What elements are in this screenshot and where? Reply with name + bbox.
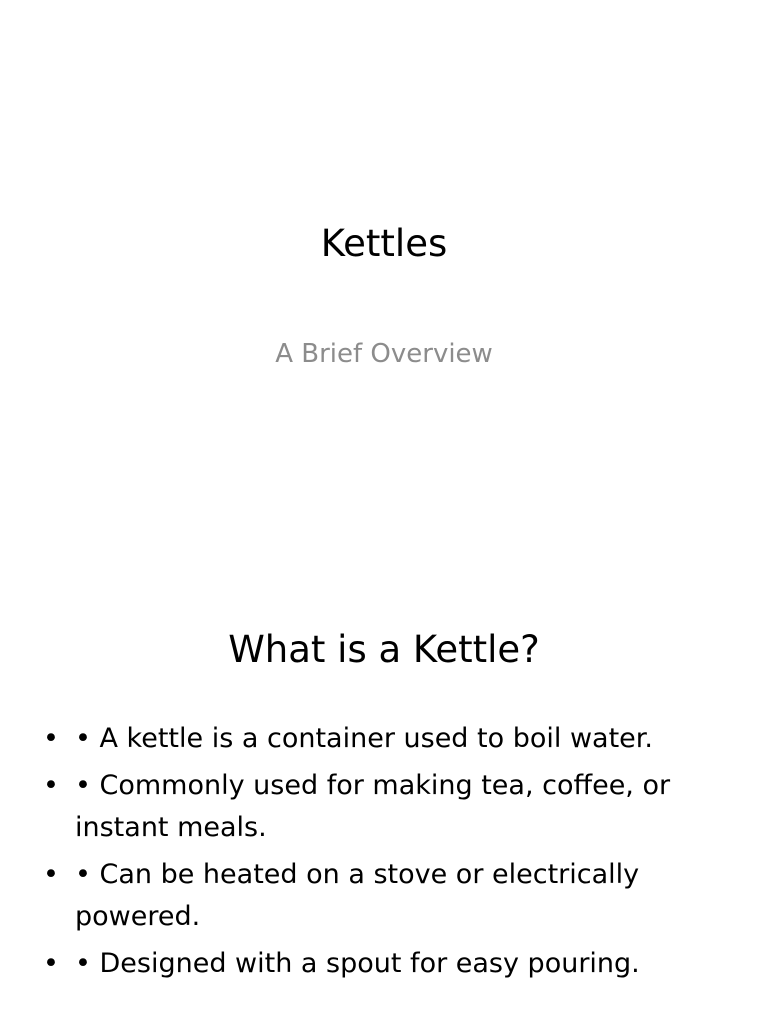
slide-title: What is a Kettle? <box>228 628 540 671</box>
bullet-text: • A kettle is a container used to boil water. <box>75 723 653 754</box>
bullet-icon: • <box>43 859 59 890</box>
bullet-list <box>0 718 768 990</box>
bullet-icon: • <box>43 770 59 801</box>
list-item <box>0 854 768 938</box>
bullet-text: • Can be heated on a stove or electrically powered. <box>75 859 640 932</box>
slide-title: Kettles <box>320 222 448 265</box>
list-item <box>0 943 768 985</box>
slide-subtitle: A Brief Overview <box>275 339 493 369</box>
bullet-text: • Commonly used for making tea, coffee, or instant meals. <box>75 770 671 843</box>
content-slide <box>0 576 768 1024</box>
list-item <box>0 718 768 760</box>
list-item <box>0 765 768 849</box>
bullet-icon: • <box>43 723 59 754</box>
bullet-text: • Designed with a spout for easy pouring. <box>75 948 640 979</box>
bullet-icon: • <box>43 948 59 979</box>
